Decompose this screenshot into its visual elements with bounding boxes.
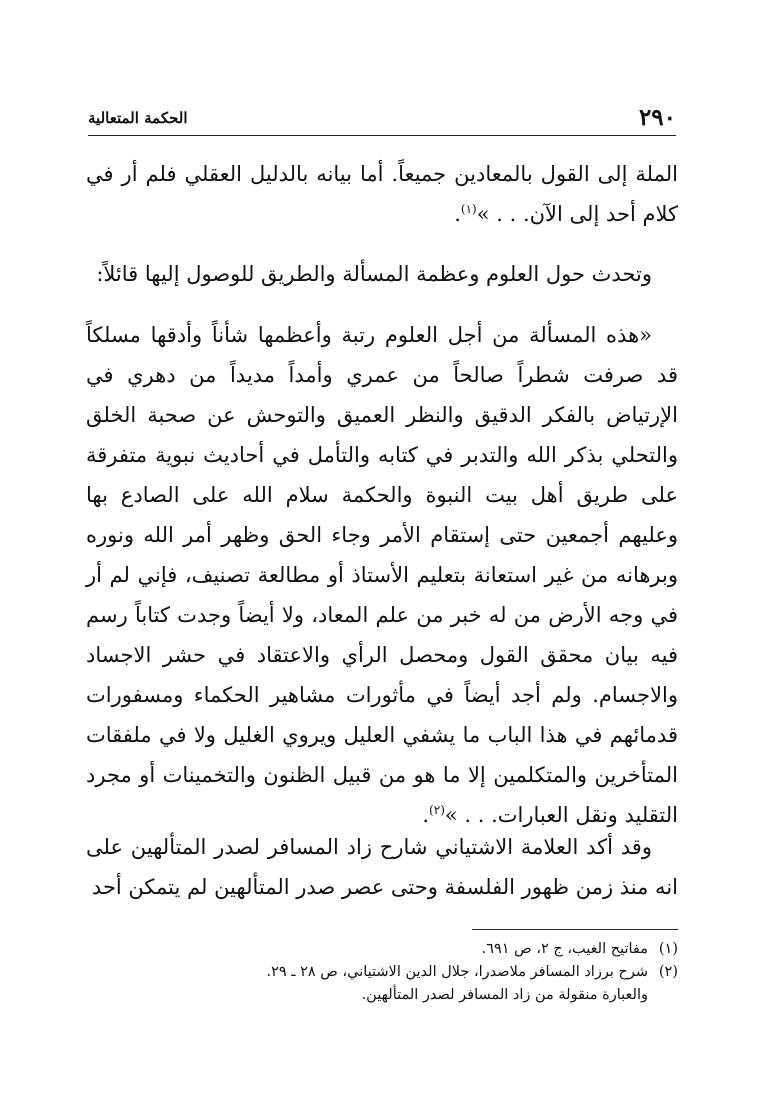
paragraph-1-end: . — [454, 202, 461, 226]
footnote-2-continuation: والعبارة منقولة من زاد المسافر لصدر المتألهين. — [361, 987, 648, 1003]
footnote-2-text: شرح برزاد المسافر ملاصدرا، جلال الدين الاشتياني، ص ٢٨ ـ ٢٩. — [266, 964, 648, 980]
footnote-2-number: (٢) — [658, 964, 678, 980]
header-divider — [88, 135, 676, 136]
paragraph-1-text: الملة إلى القول بالمعادين جميعاً. أما بيانه بالدليل العقلي فلم أر في كلام أحد إلى الآن. . . » — [86, 162, 678, 226]
footnote-ref-1: (١) — [460, 202, 477, 216]
footnote-1-text: مفاتيح الغيب، ج ٢، ص ٦٩١. — [481, 941, 648, 957]
paragraph-1 — [86, 154, 678, 234]
paragraph-3-text: «هذه المسألة من أجل العلوم رتبة وأعظمها شأناً وأدقها مسلكاً قد صرفت شطراً صالحاً من عمري وأمداً مديداً من دهري في الإرتياض بالفكر الدقيق والنظر العميق والتوحش عن صحبة الخلق والتحلي بذكر الله والتدبر في كتابه والتأمل في أحاديث نبوية متفرقة على طريق أهل بيت النبوة والحكمة سلام الله على الصادع بها وعليهم أجمعين حتى إستقام الأمر وجاء الحق وظهر أمر الله ونوره وبرهانه من غير استعانة بتعليم الأستاذ أو مطالعة تصنيف، فإني لم أر في وجه الأرض من له خبر من علم المعاد، ولا أيضاً وجدت كتاباً رسم فيه بيان محقق القول ومحصل الرأي والاعتقاد في حشر الاجساد والاجسام. ولم أجد أيضاً في مأثورات مشاهير الحكماء ومسفورات قدمائهم في هذا الباب ما يشفي العليل ويروي الغليل ولا في ملفقات المتأخرين والمتكلمين إلا ما هو من قبيل الظنون والتخمينات أو مجرد التقليد ونقل العبارات. . . » — [86, 323, 678, 827]
page-header — [88, 104, 676, 132]
paragraph-4: وقد أكد العلامة الاشتياني شارح زاد المسافر لصدر المتألهين على انه منذ زمن ظهور الفلسفة وحتى عصر صدر المتألهين لم يتمكن أحد — [86, 835, 678, 899]
footnote-2 — [150, 961, 678, 984]
paragraph-2: وتحدث حول العلوم وعظمة المسألة والطريق للوصول إليها قائلاً: — [96, 262, 652, 286]
footnote-ref-2: (٢) — [429, 803, 445, 817]
footnotes — [150, 938, 678, 1007]
footnote-1 — [150, 938, 678, 961]
footnote-1-number: (١) — [658, 941, 678, 957]
paragraph-3-end: . — [422, 803, 430, 827]
running-title: الحكمة المتعالية — [88, 109, 188, 127]
paragraph-3-quote — [86, 315, 678, 835]
page-number: ٢٩٠ — [638, 104, 676, 131]
footnote-divider — [472, 929, 678, 930]
